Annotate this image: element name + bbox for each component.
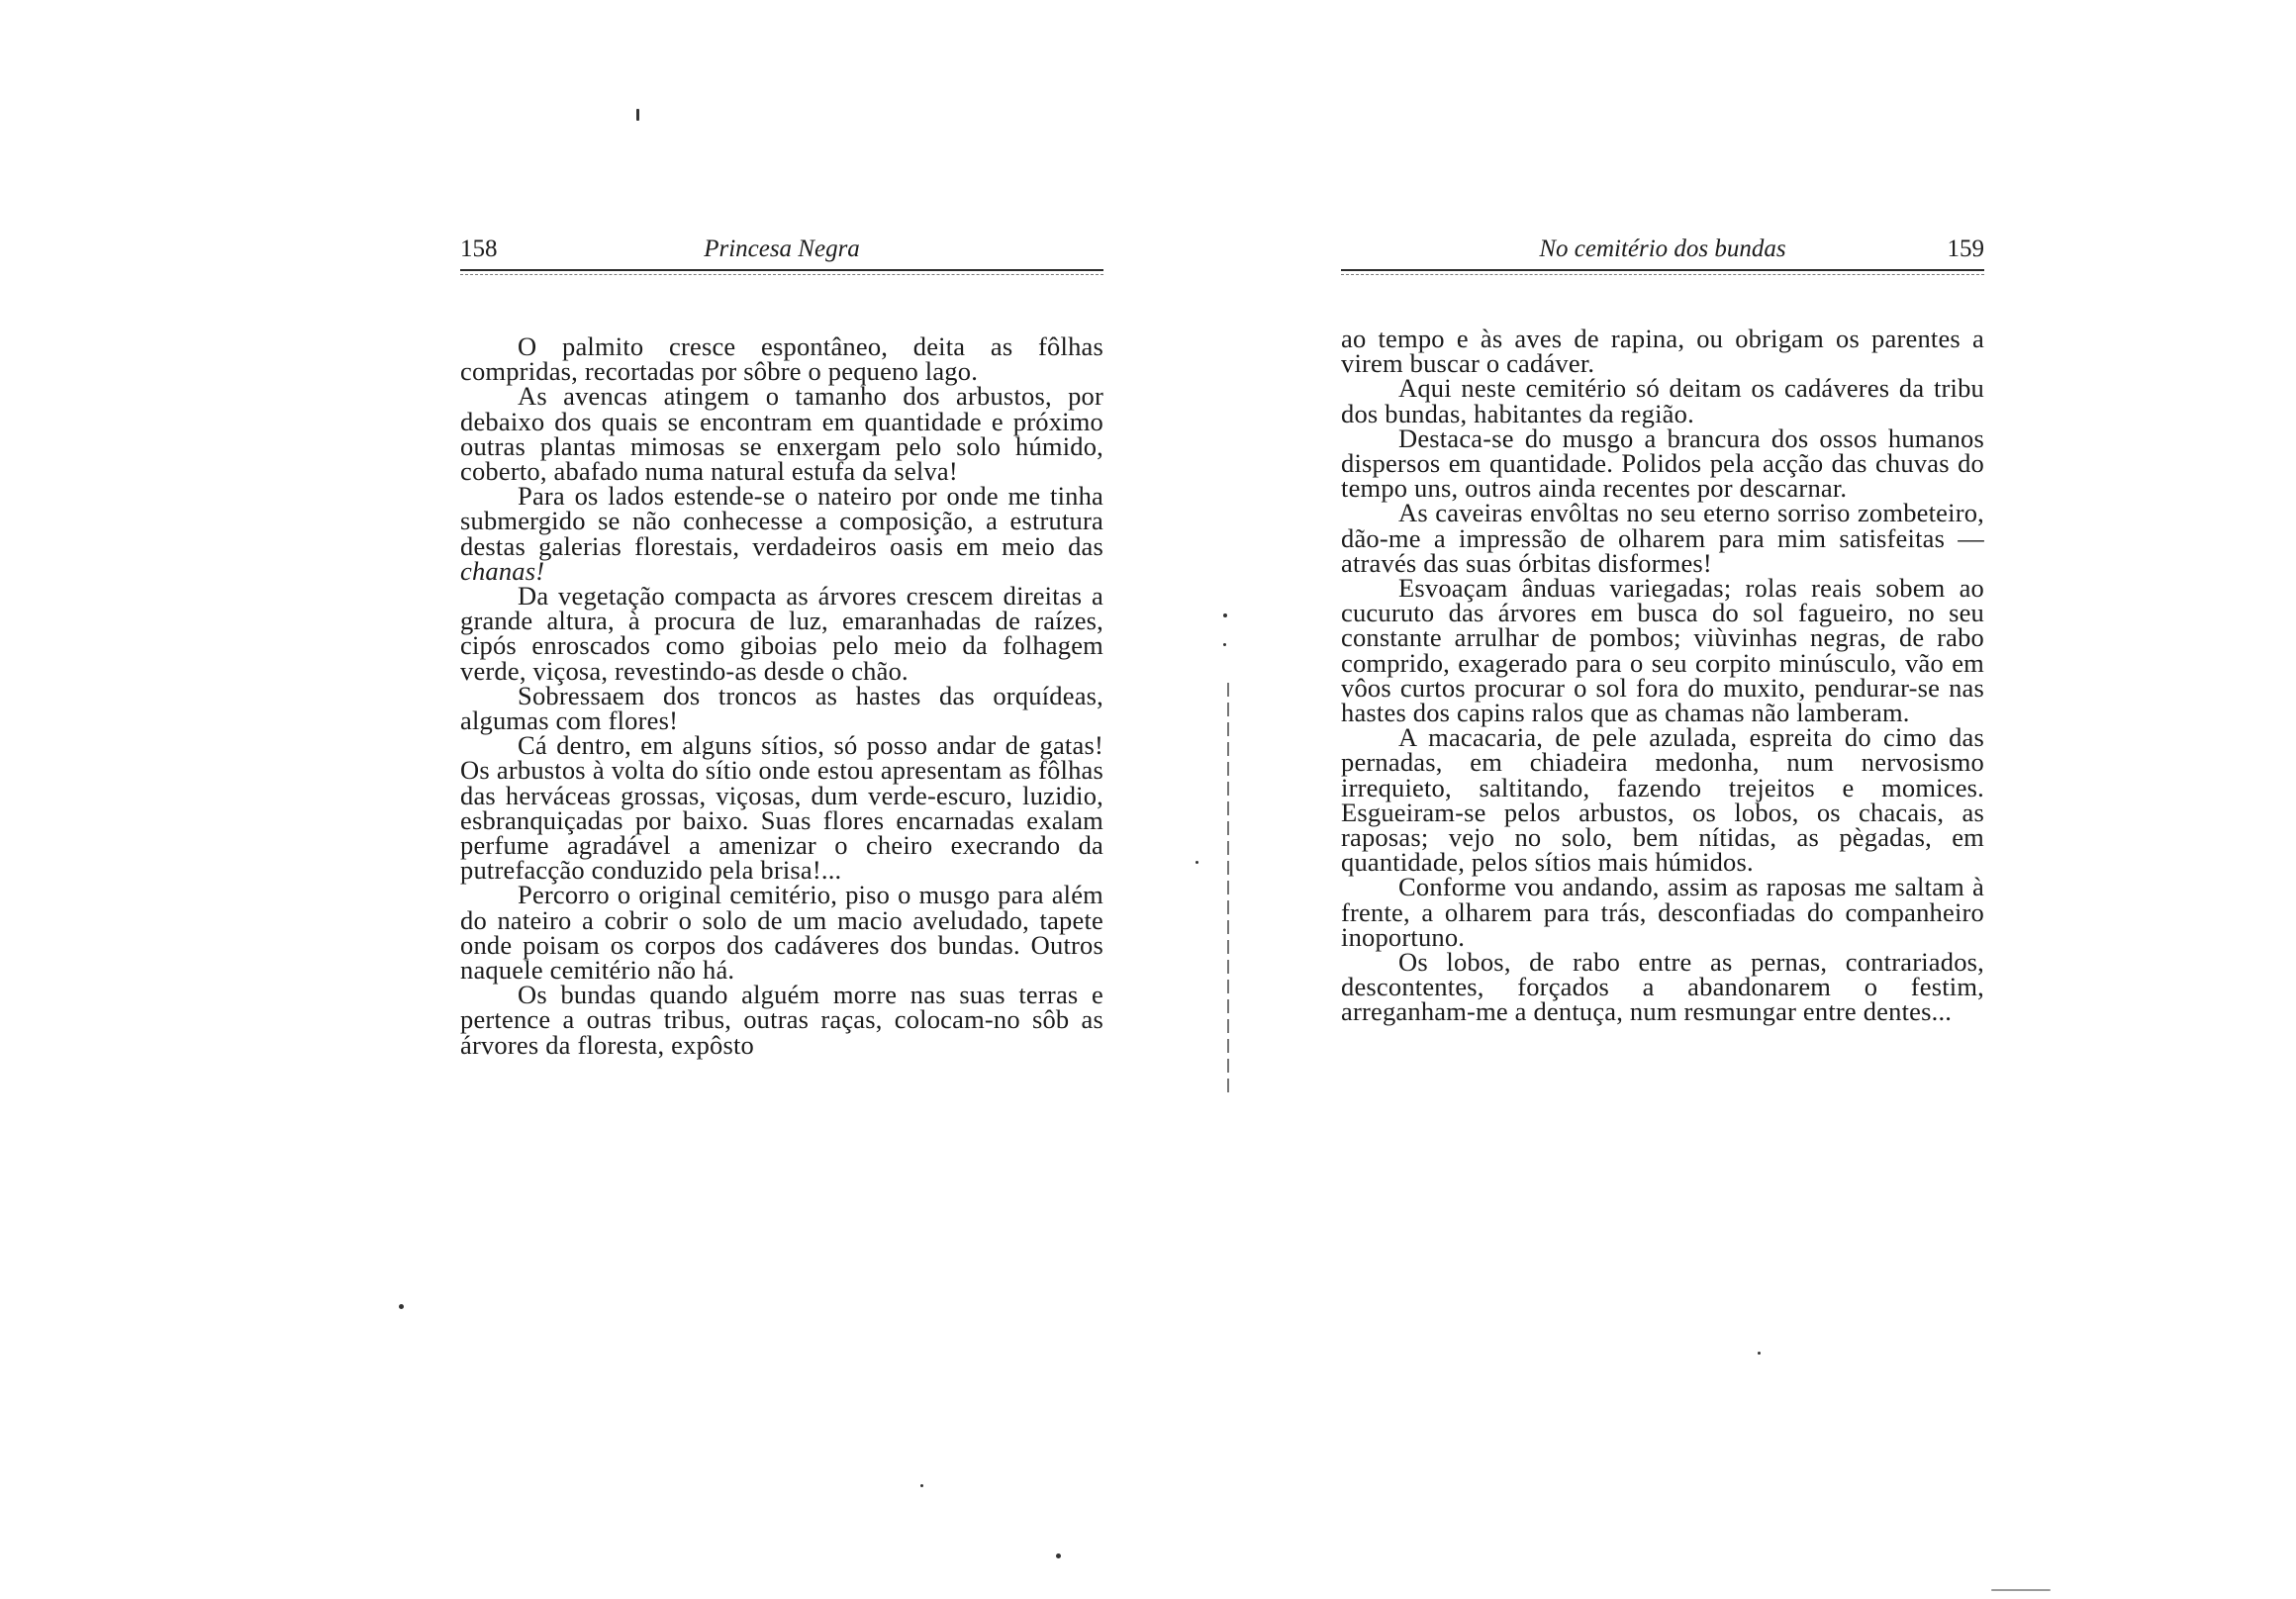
right-page — [1341, 228, 1984, 1027]
right-head-rule — [1341, 269, 1984, 271]
paragraph: Da vegetação compacta as árvores crescem direitas a grande altura, à procura de luz, emaranhadas de raízes, cipós enroscados como giboias pelo meio da folhagem verde, viçosa, revestindo-as desde o chão. — [460, 581, 1103, 686]
paragraph: Cá dentro, em alguns sítios, só posso andar de gatas! Os arbustos à volta do sítio onde estou apresentam as fôlhas das herváceas grossas, viçosas, dum verde-escuro, luzidio, esbranquiçadas por baixo. Suas flores encarnadas exalam perfume agradável a amenizar o cheiro execrando da putrefacção conduzido pela brisa!... — [460, 730, 1103, 886]
left-body-text — [460, 331, 1103, 1060]
scan-speck — [1223, 613, 1227, 617]
left-head-rule-secondary — [460, 274, 1103, 275]
paragraph: Sobressaem dos troncos as hastes das orquídeas, algumas com flores! — [460, 680, 1103, 736]
scan-speck — [1056, 1553, 1061, 1558]
gutter-scan-mark — [1227, 683, 1229, 1098]
scan-speck — [1196, 861, 1198, 864]
paragraph: As caveiras envôltas no seu eterno sorriso zombeteiro, dão-me a impressão de olharem para mim satisfeitas — através das suas órbitas disformes! — [1341, 498, 1984, 578]
scan-speck — [1758, 1352, 1761, 1355]
right-running-title: No cemitério dos bundas — [1539, 235, 1786, 262]
scan-speck — [636, 109, 639, 121]
right-head-rule-secondary — [1341, 274, 1984, 275]
left-running-title: Princesa Negra — [704, 235, 860, 262]
scan-speck — [1223, 643, 1226, 646]
paragraph: Aqui neste cemitério só deitam os cadáveres da tribu dos bundas, habitantes da região. — [1341, 373, 1984, 428]
paragraph: Percorro o original cemitério, piso o musgo para além do nateiro a cobrir o solo de um macio aveludado, tapete onde poisam os corpos dos cadáveres dos bundas. Outros naquele cemitério não há. — [460, 880, 1103, 986]
right-body-text — [1341, 324, 1984, 1027]
right-page-number: 159 — [1947, 235, 1984, 262]
paragraph: Esvoaçam ânduas variegadas; rolas reais sobem ao cucuruto das árvores em busca do sol fagueiro, no seu constante arrulhar de pombos; viùvinhas negras, de rabo comprido, exagerado para o seu corpito minúsculo, vão em vôos curtos procurar o sol fora do muxito, pendurar-se nas hastes dos capins ralos que as chamas não lamberam. — [1341, 573, 1984, 728]
left-page-number: 158 — [460, 235, 498, 262]
paragraph: A macacaria, de pele azulada, espreita do cimo das pernadas, em chiadeira medonha, num nervosismo irrequieto, saltitando, fazendo trejeitos e momices. Esgueiram-se pelos arbustos, os lobos, os chacais, as raposas; vejo no solo, bem nítidas, as pègadas, em quantidade, pelos sítios mais húmidos. — [1341, 722, 1984, 878]
paragraph: O palmito cresce espontâneo, deita as fôlhas compridas, recortadas por sôbre o pequeno lago. — [460, 331, 1103, 387]
paragraph: As avencas atingem o tamanho dos arbustos, por debaixo dos quais se encontram em quantidade e próximo outras plantas mimosas se enxergam pelo solo húmido, coberto, abafado numa natural estufa da selva! — [460, 381, 1103, 487]
paragraph-text: Para os lados estende-se o nateiro por onde me tinha submergido se não conhecesse a composição, a estrutura destas galerias florestais, verdadeiros oasis em meio das — [460, 481, 1103, 561]
left-page — [460, 228, 1103, 1060]
paragraph: Destaca-se do musgo a brancura dos ossos humanos dispersos em quantidade. Polidos pela acção das chuvas do tempo uns, outros ainda recentes por descarnar. — [1341, 423, 1984, 504]
scan-speck — [1991, 1589, 2051, 1591]
paragraph — [460, 481, 1103, 586]
paragraph: ao tempo e às aves de rapina, ou obrigam os parentes a virem buscar o cadáver. — [1341, 324, 1984, 379]
paragraph: Os lobos, de rabo entre as pernas, contrariados, descontentes, forçados a abandonarem o festim, arreganham-me a dentuça, num resmungar entre dentes... — [1341, 947, 1984, 1027]
scan-speck — [399, 1304, 404, 1309]
italic-word: chanas! — [460, 555, 545, 586]
left-running-head — [460, 228, 1103, 269]
left-head-rule — [460, 269, 1103, 271]
paragraph: Os bundas quando alguém morre nas suas terras e pertence a outras tribus, outras raças, colocam-no sôb as árvores da floresta, expôsto — [460, 980, 1103, 1060]
paragraph: Conforme vou andando, assim as raposas me saltam à frente, a olharem para trás, desconfiadas do companheiro inoportuno. — [1341, 872, 1984, 952]
right-running-head — [1341, 228, 1984, 269]
scan-speck — [920, 1484, 923, 1487]
